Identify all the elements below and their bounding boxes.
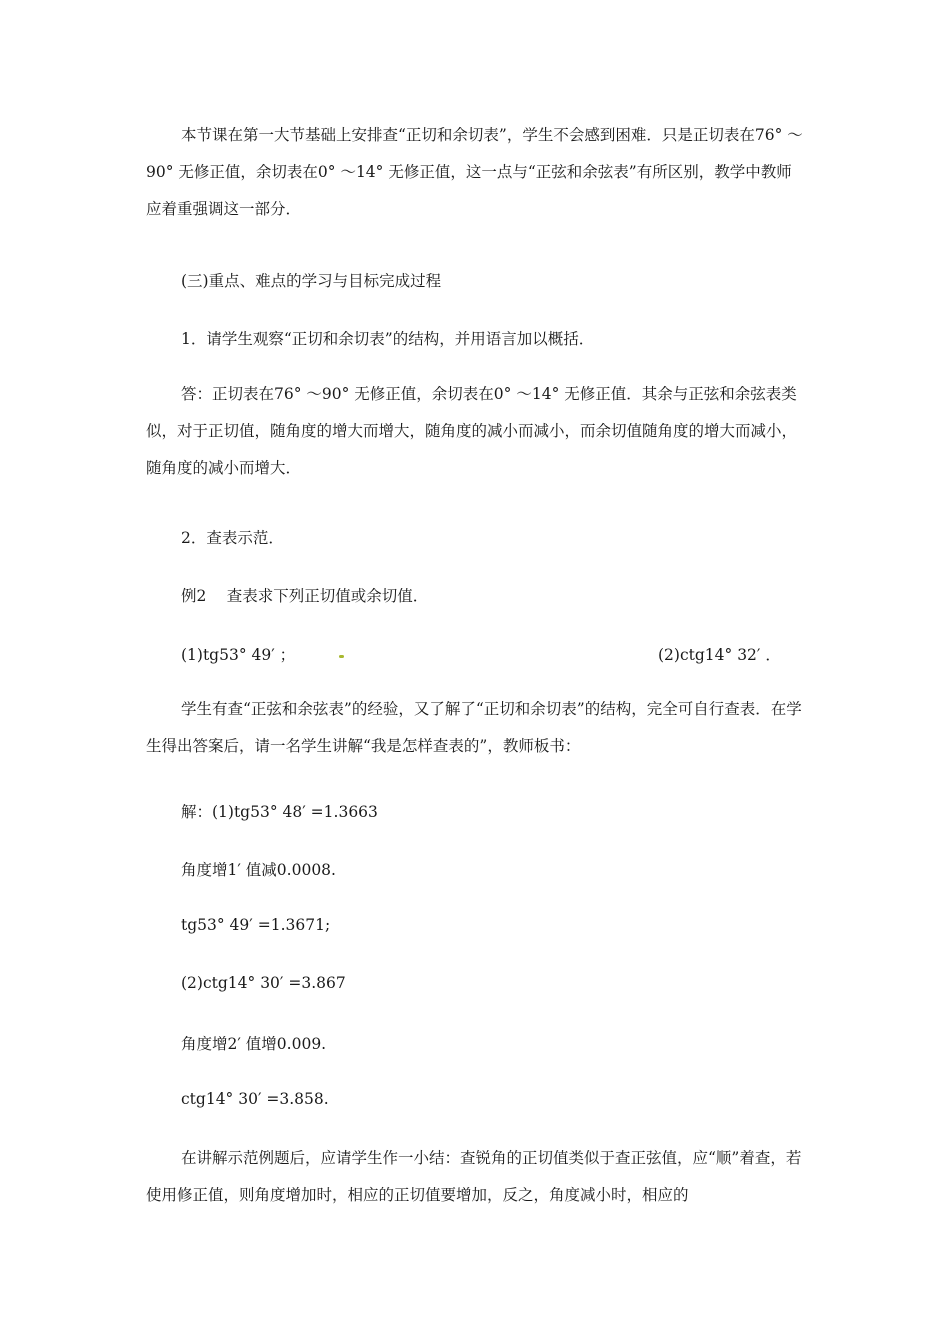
student-paragraph: 学生有查“正弦和余弦表”的经验，又了解了“正切和余切表”的结构，完全可自行查表．在学生得出答案后，请一名学生讲解“我是怎样查表的”，教师板书： [146,700,802,755]
speck-mark [339,655,344,658]
intro-paragraph: 本节课在第一大节基础上安排查“正切和余切表”，学生不会感到困难．只是正切表在76° ～90° 无修正值，余切表在0° ～14° 无修正值，这一点与“正弦和余弦表”有所区别，教学中教师应着重强调这一部分． [146,126,803,218]
solution-line-4: (2)ctg14° 30′ =3.867 [181,974,346,992]
item-1: 1．请学生观察“正切和余切表”的结构，并用语言加以概括． [181,330,595,348]
problem-a: (1)tg53° 49′ ； [181,646,296,664]
solution-line-6: ctg14° 30′ =3.858. [181,1090,329,1108]
solution-line-2: 角度增1′ 值减0.0008. [181,861,336,879]
item-2: 2．查表示范． [181,529,284,547]
summary-paragraph: 在讲解示范例题后，应请学生作一小结：查锐角的正切值类似于查正弦值，应“顺”着查，若使用修正值，则角度增加时，相应的正切值要增加，反之，角度减小时，相应的 [146,1149,802,1204]
problem-b: (2)ctg14° 32′ ． [658,646,781,664]
solution-line-1: 解：(1)tg53° 48′ =1.3663 [181,803,378,821]
example-2: 例2 查表求下列正切值或余切值． [181,587,429,605]
problem-row [181,643,781,665]
solution-line-5: 角度增2′ 值增0.009. [181,1035,327,1053]
solution-line-3: tg53° 49′ =1.3671; [181,916,331,934]
section-heading: (三)重点、难点的学习与目标完成过程 [181,272,442,290]
answer-1-paragraph: 答：正切表在76° ～90° 无修正值，余切表在0° ～14° 无修正值．其余与正弦和余弦表类似，对于正切值，随角度的增大而增大，随角度的减小而减小，而余切值随角度的增大而减小，随角度的减小而增大． [146,385,798,477]
